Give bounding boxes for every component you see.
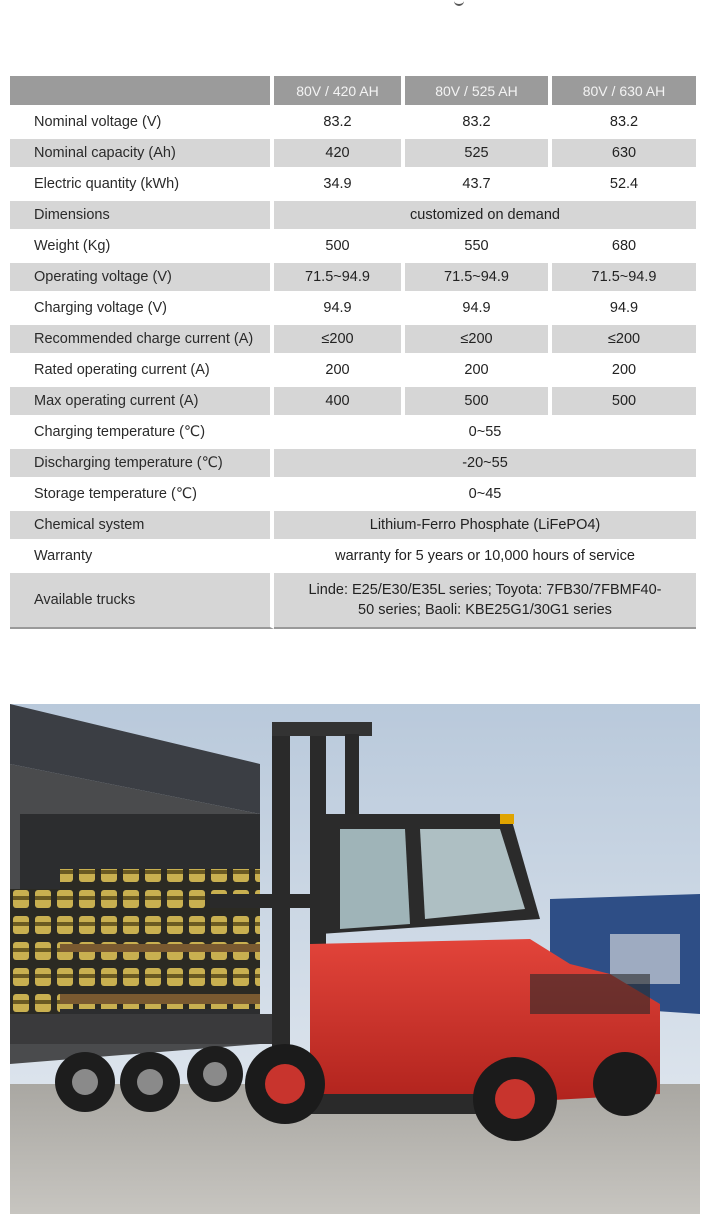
table-cell: 94.9 bbox=[552, 294, 696, 325]
row-label: Storage temperature (℃) bbox=[10, 480, 274, 511]
table-row bbox=[10, 480, 696, 511]
top-mark bbox=[454, 0, 464, 6]
table-row bbox=[10, 139, 696, 170]
trailer-deck bbox=[10, 1014, 280, 1044]
table-cell: 83.2 bbox=[405, 108, 552, 139]
row-label: Nominal capacity (Ah) bbox=[10, 139, 274, 170]
merged-cell: customized on demand bbox=[274, 201, 696, 232]
merged-cell: Linde: E25/E30/E35L series; Toyota: 7FB30/7FBMF40-50 series; Baoli: KBE25G1/30G1 series bbox=[274, 573, 696, 629]
table-cell: 525 bbox=[405, 139, 552, 170]
beer-kegs bbox=[60, 869, 260, 1009]
table-row bbox=[10, 170, 696, 201]
merged-cell: Lithium-Ferro Phosphate (LiFePO4) bbox=[274, 511, 696, 542]
merged-cell: 0~55 bbox=[274, 418, 696, 449]
table-row bbox=[10, 294, 696, 325]
table-cell: 550 bbox=[405, 232, 552, 263]
column-header: 80V / 630 AH bbox=[552, 76, 696, 108]
row-label: Charging voltage (V) bbox=[10, 294, 274, 325]
row-label: Electric quantity (kWh) bbox=[10, 170, 274, 201]
merged-cell: -20~55 bbox=[274, 449, 696, 480]
table-row bbox=[10, 325, 696, 356]
table-cell: 71.5~94.9 bbox=[552, 263, 696, 294]
table-cell: 52.4 bbox=[552, 170, 696, 201]
row-label: Weight (Kg) bbox=[10, 232, 274, 263]
merged-cell: 0~45 bbox=[274, 480, 696, 511]
table-cell: ≤200 bbox=[552, 325, 696, 356]
table-cell: 83.2 bbox=[274, 108, 405, 139]
row-label: Rated operating current (A) bbox=[10, 356, 274, 387]
table-cell: 83.2 bbox=[552, 108, 696, 139]
table-cell: 500 bbox=[552, 387, 696, 418]
spec-table bbox=[10, 76, 696, 629]
table-row bbox=[10, 511, 696, 542]
forklift-cab bbox=[320, 814, 540, 934]
table-cell: 71.5~94.9 bbox=[405, 263, 552, 294]
column-header: 80V / 420 AH bbox=[274, 76, 405, 108]
row-label: Max operating current (A) bbox=[10, 387, 274, 418]
row-label: Recommended charge current (A) bbox=[10, 325, 274, 356]
table-row bbox=[10, 263, 696, 294]
table-row bbox=[10, 201, 696, 232]
column-header: 80V / 525 AH bbox=[405, 76, 552, 108]
table-cell: 680 bbox=[552, 232, 696, 263]
table-row bbox=[10, 387, 696, 418]
table-cell: 43.7 bbox=[405, 170, 552, 201]
row-label: Charging temperature (℃) bbox=[10, 418, 274, 449]
table-row bbox=[10, 356, 696, 387]
table-cell: 420 bbox=[274, 139, 405, 170]
forklift-illustration bbox=[10, 704, 700, 1214]
table-cell: 200 bbox=[552, 356, 696, 387]
row-label: Chemical system bbox=[10, 511, 274, 542]
table-cell: 200 bbox=[274, 356, 405, 387]
row-label: Discharging temperature (℃) bbox=[10, 449, 274, 480]
table-cell: 94.9 bbox=[274, 294, 405, 325]
row-label: Dimensions bbox=[10, 201, 274, 232]
row-label: Warranty bbox=[10, 542, 274, 573]
table-cell: 200 bbox=[405, 356, 552, 387]
table-row bbox=[10, 542, 696, 573]
forklift-photo bbox=[10, 704, 700, 1214]
table-row bbox=[10, 573, 696, 629]
row-label: Operating voltage (V) bbox=[10, 263, 274, 294]
table-cell: ≤200 bbox=[274, 325, 405, 356]
table-header-row bbox=[10, 76, 696, 108]
table-row bbox=[10, 418, 696, 449]
row-label: Available trucks bbox=[10, 573, 274, 629]
table-cell: 71.5~94.9 bbox=[274, 263, 405, 294]
row-label: Nominal voltage (V) bbox=[10, 108, 274, 139]
merged-cell: warranty for 5 years or 10,000 hours of service bbox=[274, 542, 696, 573]
table-row bbox=[10, 108, 696, 139]
table-cell: 400 bbox=[274, 387, 405, 418]
table-cell: 34.9 bbox=[274, 170, 405, 201]
table-cell: 630 bbox=[552, 139, 696, 170]
table-cell: 500 bbox=[405, 387, 552, 418]
table-row bbox=[10, 449, 696, 480]
table-cell: 94.9 bbox=[405, 294, 552, 325]
table-cell: 500 bbox=[274, 232, 405, 263]
table-cell: ≤200 bbox=[405, 325, 552, 356]
header-blank-cell bbox=[10, 76, 274, 108]
table-row bbox=[10, 232, 696, 263]
